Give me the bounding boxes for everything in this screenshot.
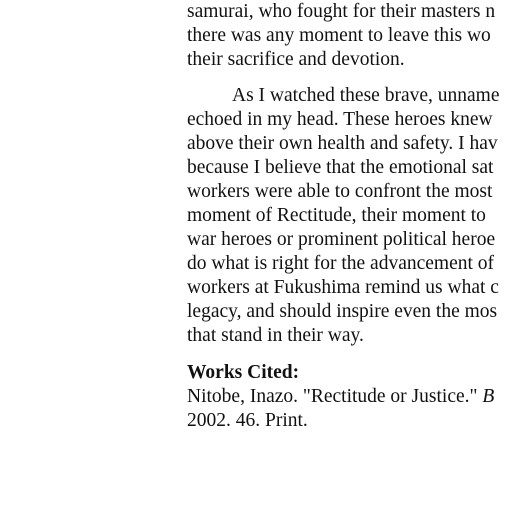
text-line: war heroes or prominent political heroe bbox=[187, 229, 496, 250]
text-line: their sacrifice and devotion. bbox=[187, 49, 405, 70]
citation-line bbox=[187, 385, 494, 409]
text-line: legacy, and should inspire even the mos bbox=[187, 301, 498, 322]
text-line: workers were able to confront the most bbox=[187, 181, 493, 202]
text-line: above their own health and safety. I hav bbox=[187, 133, 498, 154]
text-line: workers at Fukushima remind us what c bbox=[187, 277, 499, 298]
text-line: there was any moment to leave this wo bbox=[187, 25, 491, 46]
citation-title-italic: B bbox=[482, 386, 495, 407]
text-line: echoed in my head. These heroes knew bbox=[187, 109, 493, 130]
citation-line: 2002. 46. Print. bbox=[187, 410, 308, 431]
works-cited-heading: Works Cited: bbox=[187, 362, 300, 383]
text-line: moment of Rectitude, their moment to bbox=[187, 205, 486, 226]
text-line: do what is right for the advancement of bbox=[187, 253, 495, 274]
text-line: As I watched these brave, unname bbox=[232, 85, 500, 106]
citation-text: Nitobe, Inazo. "Rectitude or Justice." bbox=[187, 386, 483, 407]
text-line: that stand in their way. bbox=[187, 325, 364, 346]
text-line: because I believe that the emotional sat bbox=[187, 157, 494, 178]
text-line: samurai, who fought for their masters n bbox=[187, 1, 496, 22]
